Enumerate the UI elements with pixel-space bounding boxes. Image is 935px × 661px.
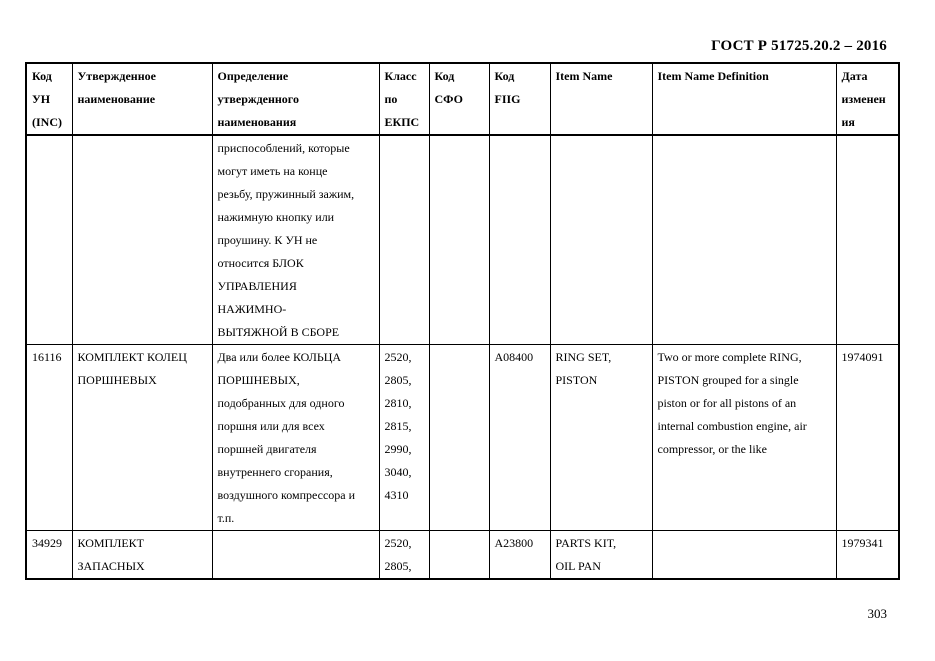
cell-definition — [212, 531, 379, 580]
col-header-item-name-definition: Item Name Definition — [652, 63, 836, 135]
cell-class — [379, 135, 429, 345]
document-code: ГОСТ Р 51725.20.2 – 2016 — [711, 38, 887, 54]
cell-fiig: A23800 — [489, 531, 550, 580]
col-header-class: Класс по ЕКПС — [379, 63, 429, 135]
col-header-approved-name: Утвержденное наименование — [72, 63, 212, 135]
cell-item-name: PARTS KIT, OIL PAN — [550, 531, 652, 580]
cell-inc — [26, 135, 72, 345]
col-header-definition: Определение утвержденного наименования — [212, 63, 379, 135]
col-header-change-date: Дата изменен ия — [836, 63, 899, 135]
cell-item-name-definition — [652, 531, 836, 580]
cell-inc: 34929 — [26, 531, 72, 580]
cell-definition: приспособлений, которые могут иметь на конце резьбу, пружинный зажим, нажимную кнопку или проушину. К УН не относится БЛОК УПРАВЛЕНИЯ НАЖИМНО- ВЫТЯЖНОЙ В СБОРЕ — [212, 135, 379, 345]
cell-item-name: RING SET, PISTON — [550, 345, 652, 531]
cell-fiig: A08400 — [489, 345, 550, 531]
cell-class: 2520, 2805, 2810, 2815, 2990, 3040, 4310 — [379, 345, 429, 531]
item-names-table — [25, 62, 900, 580]
cell-approved-name: КОМПЛЕКТ ЗАПАСНЫХ — [72, 531, 212, 580]
cell-inc: 16116 — [26, 345, 72, 531]
col-header-fiig: Код FIIG — [489, 63, 550, 135]
cell-sfo — [429, 345, 489, 531]
cell-definition: Два или более КОЛЬЦА ПОРШНЕВЫХ, подобранных для одного поршня или для всех поршней двигателя внутреннего сгорания, воздушного компрессора и т.п. — [212, 345, 379, 531]
table-row — [26, 531, 899, 580]
cell-approved-name — [72, 135, 212, 345]
cell-change-date: 1974091 — [836, 345, 899, 531]
table-header-row — [26, 63, 899, 135]
cell-change-date: 1979341 — [836, 531, 899, 580]
cell-change-date — [836, 135, 899, 345]
col-header-sfo: Код СФО — [429, 63, 489, 135]
col-header-inc: Код УН (INC) — [26, 63, 72, 135]
page-number: 303 — [867, 606, 887, 621]
cell-class: 2520, 2805, — [379, 531, 429, 580]
col-header-item-name: Item Name — [550, 63, 652, 135]
table-row — [26, 345, 899, 531]
cell-item-name-definition: Two or more complete RING, PISTON grouped for a single piston or for all pistons of an internal combustion engine, air compressor, or the like — [652, 345, 836, 531]
cell-item-name — [550, 135, 652, 345]
cell-fiig — [489, 135, 550, 345]
cell-sfo — [429, 531, 489, 580]
table-row — [26, 135, 899, 345]
cell-sfo — [429, 135, 489, 345]
cell-approved-name: КОМПЛЕКТ КОЛЕЦ ПОРШНЕВЫХ — [72, 345, 212, 531]
cell-item-name-definition — [652, 135, 836, 345]
